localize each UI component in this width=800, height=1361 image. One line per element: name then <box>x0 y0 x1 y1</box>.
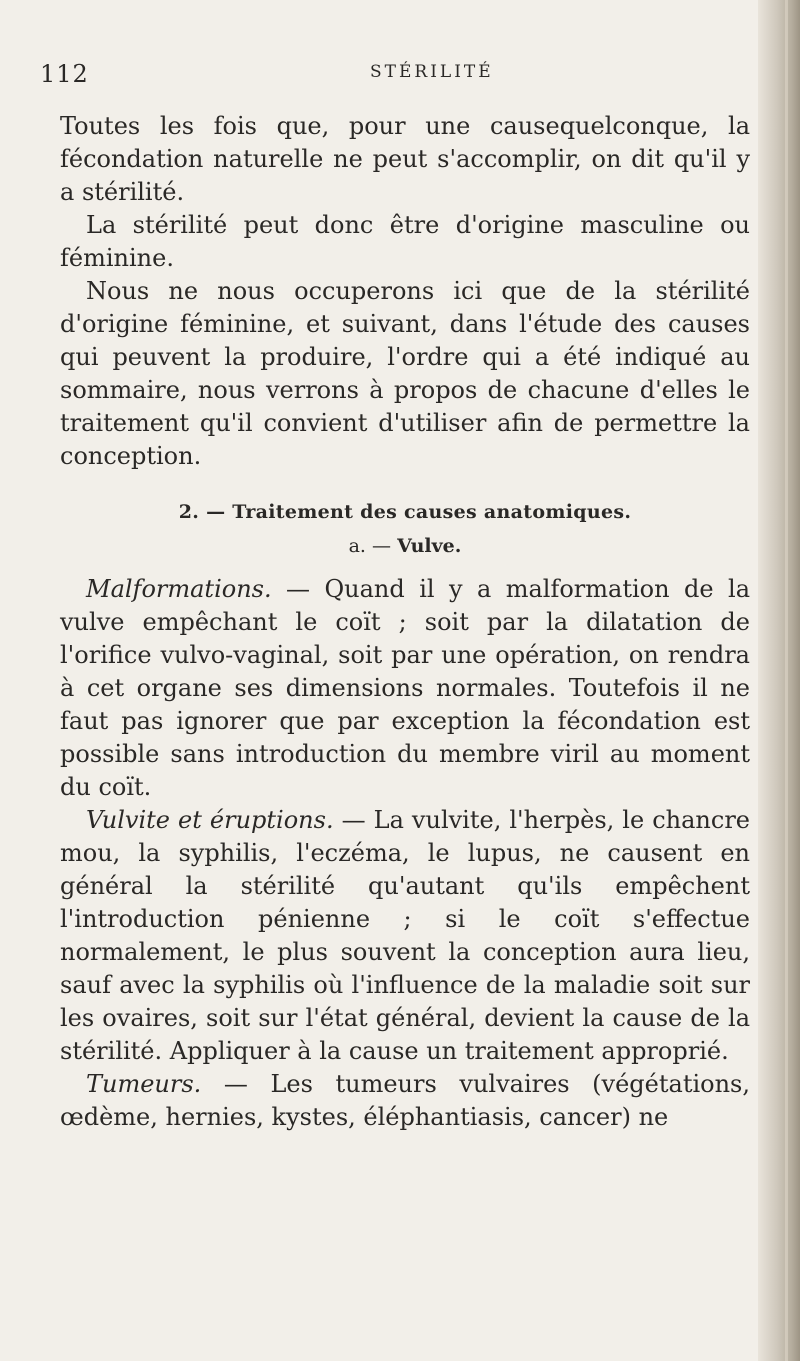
run-in-heading: Vulvite et éruptions. <box>86 806 334 834</box>
run-in-heading: Malformations. <box>86 575 272 603</box>
running-title: STÉRILITÉ <box>370 62 494 82</box>
paragraph-origin: La stérilité peut donc être d'origine masculine ou féminine. <box>60 211 750 272</box>
page-edge-shadow <box>758 0 800 1361</box>
section-heading: 2. — Traitement des causes anatomiques. <box>178 501 632 523</box>
subsection-title: Vulve. <box>397 535 462 557</box>
paragraph-text: — Quand il y a malformation de la vulve empêchant le coït ; soit par la dilatation de l'orifice vulvo-vaginal, soit par une opération, on rendra à cet organe ses dimensions normales. Toutefois il ne faut pas ignorer que par exception la fécondation est possible sans introduction du membre viril au moment du coït. <box>60 575 750 801</box>
paragraph-text: — Les tumeurs vulvaires (végétations, œdème, hernies, kystes, éléphantiasis, cancer) ne <box>60 1070 750 1131</box>
paragraph-vulvite <box>60 804 750 1068</box>
run-in-heading: Tumeurs. <box>86 1070 202 1098</box>
page-number: 112 <box>40 60 89 88</box>
paragraph-tumeurs <box>60 1068 750 1134</box>
paragraph-text: — La vulvite, l'herpès, le chancre mou, la syphilis, l'eczéma, le lupus, ne causent en général la stérilité qu'autant qu'ils empêchent l'introduction pénienne ; si le coït s'effectue normalement, le plus souvent la conception aura lieu, sauf avec la syphilis où l'influence de la maladie soit sur les ovaires, soit sur l'état général, devient la cause de la stérilité. Appliquer à la cause un traitement approprié. <box>60 806 750 1065</box>
paragraph-malformations <box>60 573 750 804</box>
subsection-letter: a. — <box>348 535 392 557</box>
subsection-heading <box>60 535 750 557</box>
paragraph-definition: Toutes les fois que, pour une causequelconque, la fécondation naturelle ne peut s'accomplir, on dit qu'il y a stérilité. <box>60 112 750 206</box>
running-head <box>40 60 740 96</box>
page-edge-highlight <box>785 0 788 1361</box>
paragraph-scope: Nous ne nous occuperons ici que de la stérilité d'origine féminine, et suivant, dans l'étude des causes qui peuvent la produire, l'ordre qui a été indiqué au sommaire, nous verrons à propos de chacune d'elles le traitement qu'il convient d'utiliser afin de permettre la conception. <box>60 277 750 470</box>
body-text <box>60 110 750 1134</box>
